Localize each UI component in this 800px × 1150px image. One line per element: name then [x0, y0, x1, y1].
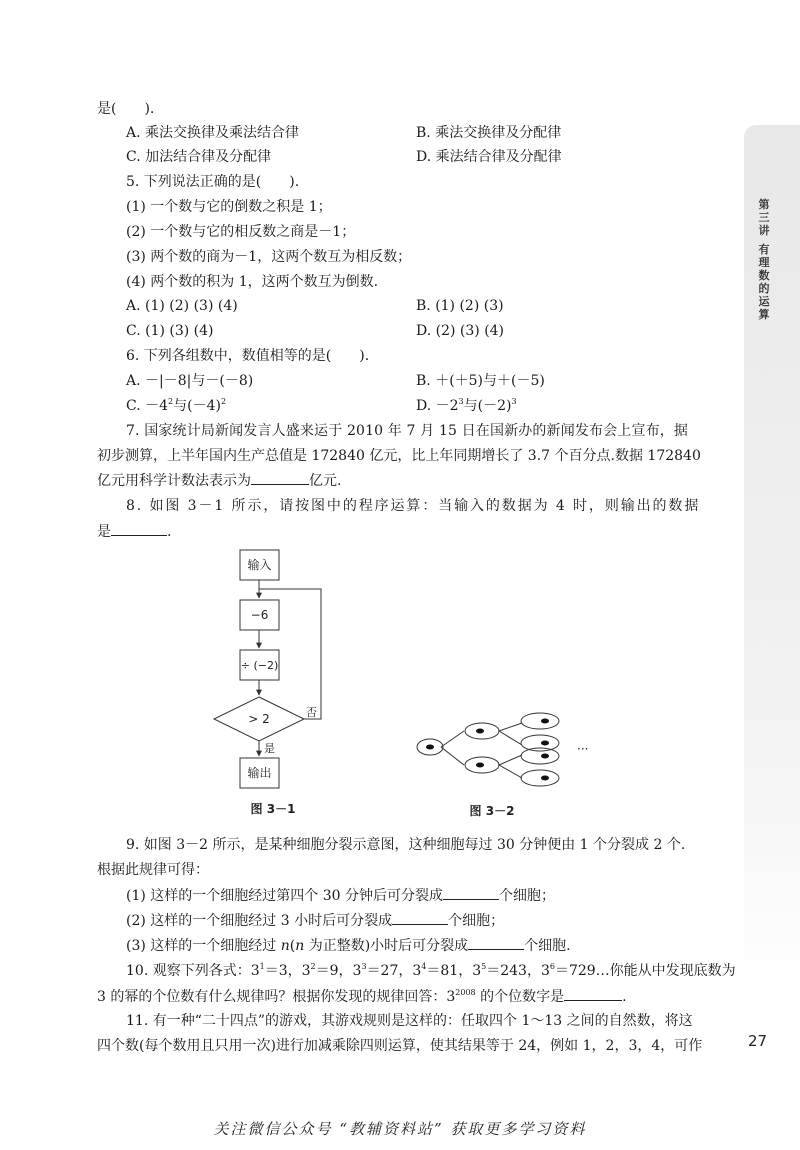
chapter-side-tab	[744, 125, 800, 995]
q7-line-1: 7. 国家统计局新闻发言人盛来运于 2010 年 7 月 15 日在国新办的新闻发布会上宣布，据	[126, 423, 689, 439]
q11-line-1: 11. 有一种“二十四点”的游戏，其游戏规则是这样的：任取四个 1～13 之间的自然数，将这	[126, 1013, 693, 1029]
q9-line-2: 根据此规律可得：	[97, 862, 209, 878]
q9-part-3: (3) 这样的一个细胞经过 n(n 为正整数)小时后可分裂成 个细胞.	[126, 935, 571, 956]
q6-stem: 6. 下列各组数中，数值相等的是( ).	[126, 348, 370, 364]
q4-option-a: A. 乘法交换律及乘法结合律	[126, 125, 300, 141]
q8-line-1: 8. 如图 3－1 所示，请按图中的程序运算：当输入的数据为 4 时，则输出的数据	[126, 498, 701, 514]
q5-option-d: D. (2) (3) (4)	[416, 323, 505, 339]
figure-3-1-caption: 图 3－1	[250, 802, 296, 816]
q10-line-1: 10. 观察下列各式：$3^1=3$，$3^2=9$，$3^3=27$，$3^4=81$，$3^5=243$，$3^6=729\dots$你能从中发现底数为	[126, 962, 736, 979]
chapter-number: 第 三 讲	[758, 198, 770, 237]
cell-ellipsis: ···	[577, 742, 589, 756]
q9-part-1-blank	[443, 885, 499, 900]
q4-option-b: B. 乘法交换律及分配律	[416, 125, 562, 141]
q10-answer-blank	[564, 986, 622, 1001]
cell-generation-2-d	[521, 770, 559, 786]
chapter-tab-text	[757, 198, 771, 321]
cell-generation-2-a	[521, 713, 559, 729]
q5-statement-3: (3) 两个数的商为－1，这两个数互为相反数；	[126, 249, 412, 265]
q5-statement-1: (1) 一个数与它的倒数之积是 1；	[126, 199, 332, 215]
q5-statement-4: (4) 两个数的积为 1，这两个数互为倒数.	[126, 274, 379, 290]
q7-line-2: 初步测算，上半年国内生产总值是 172840 亿元，比上年同期增长了 3.7 个百分点.数据 172840	[97, 448, 701, 464]
q7-line-3: 亿元用科学计数法表示为 亿元.	[97, 470, 341, 491]
q9-part-3-blank	[468, 935, 524, 950]
q6-option-a: A. －|－8|与－(－8)	[126, 373, 254, 389]
figure-3-2-cell-division	[410, 710, 610, 820]
q9-part-1: (1) 这样的一个细胞经过第四个 30 分钟后可分裂成 个细胞；	[126, 885, 555, 906]
q6-option-c: C. $-4^2$与$(-4)^2$	[126, 397, 227, 414]
q7-answer-blank	[251, 470, 309, 485]
q8-line-2: 是 .	[97, 521, 171, 542]
flow-no-label: 否	[306, 706, 317, 719]
flow-divide-label: ÷ (−2)	[240, 659, 279, 672]
q6-option-b: B. ＋(＋5)与＋(－5)	[416, 373, 545, 389]
footer-watermark: 关注微信公众号 “教辅资料站” 获取更多学习资料	[213, 1120, 587, 1138]
q5-stem: 5. 下列说法正确的是( ).	[126, 174, 300, 190]
flow-condition-label: > 2	[248, 712, 270, 726]
q8-answer-blank	[111, 521, 167, 536]
cell-generation-2-b	[521, 735, 559, 751]
q9-part-2-blank	[392, 910, 448, 925]
flow-subtract-label: −6	[250, 608, 269, 622]
q4-option-c: C. 加法结合律及分配律	[126, 149, 272, 165]
q6-option-d: D. $-2^3$与$(-2)^3$	[416, 397, 517, 414]
page-number: 27	[748, 1032, 768, 1050]
figure-3-1-flowchart	[200, 545, 350, 825]
q11-line-2: 四个数(每个数用且只用一次)进行加减乘除四则运算，使其结果等于 24，例如 1，2，3，4，可作	[97, 1038, 703, 1054]
q10-line-2: 3 的幂的个位数有什么规律吗？根据你发现的规律回答：$3^{2008}$ 的个位数字是 .	[97, 988, 627, 1005]
q5-option-c: C. (1) (3) (4)	[126, 323, 214, 339]
cell-generation-2-c	[521, 748, 559, 764]
q9-line-1: 9. 如图 3－2 所示，是某种细胞分裂示意图，这种细胞每过 30 分钟便由 1 个分裂成 2 个.	[126, 837, 686, 853]
q5-option-a: A. (1) (2) (3) (4)	[126, 298, 238, 314]
q4-tail: 是( ).	[97, 101, 155, 117]
q9-part-2: (2) 这样的一个细胞经过 3 小时后可分裂成 个细胞；	[126, 910, 504, 931]
flow-yes-label: 是	[264, 742, 275, 755]
flow-input-label: 输入	[247, 558, 272, 572]
chapter-title: 有 理 数 的 运 算	[758, 243, 770, 321]
figure-3-2-caption: 图 3－2	[469, 804, 515, 818]
q5-option-b: B. (1) (2) (3)	[416, 298, 504, 314]
q4-option-d: D. 乘法结合律及分配律	[416, 149, 562, 165]
q5-statement-2: (2) 一个数与它的相反数之商是－1；	[126, 224, 356, 240]
flow-output-label: 输出	[247, 766, 272, 780]
